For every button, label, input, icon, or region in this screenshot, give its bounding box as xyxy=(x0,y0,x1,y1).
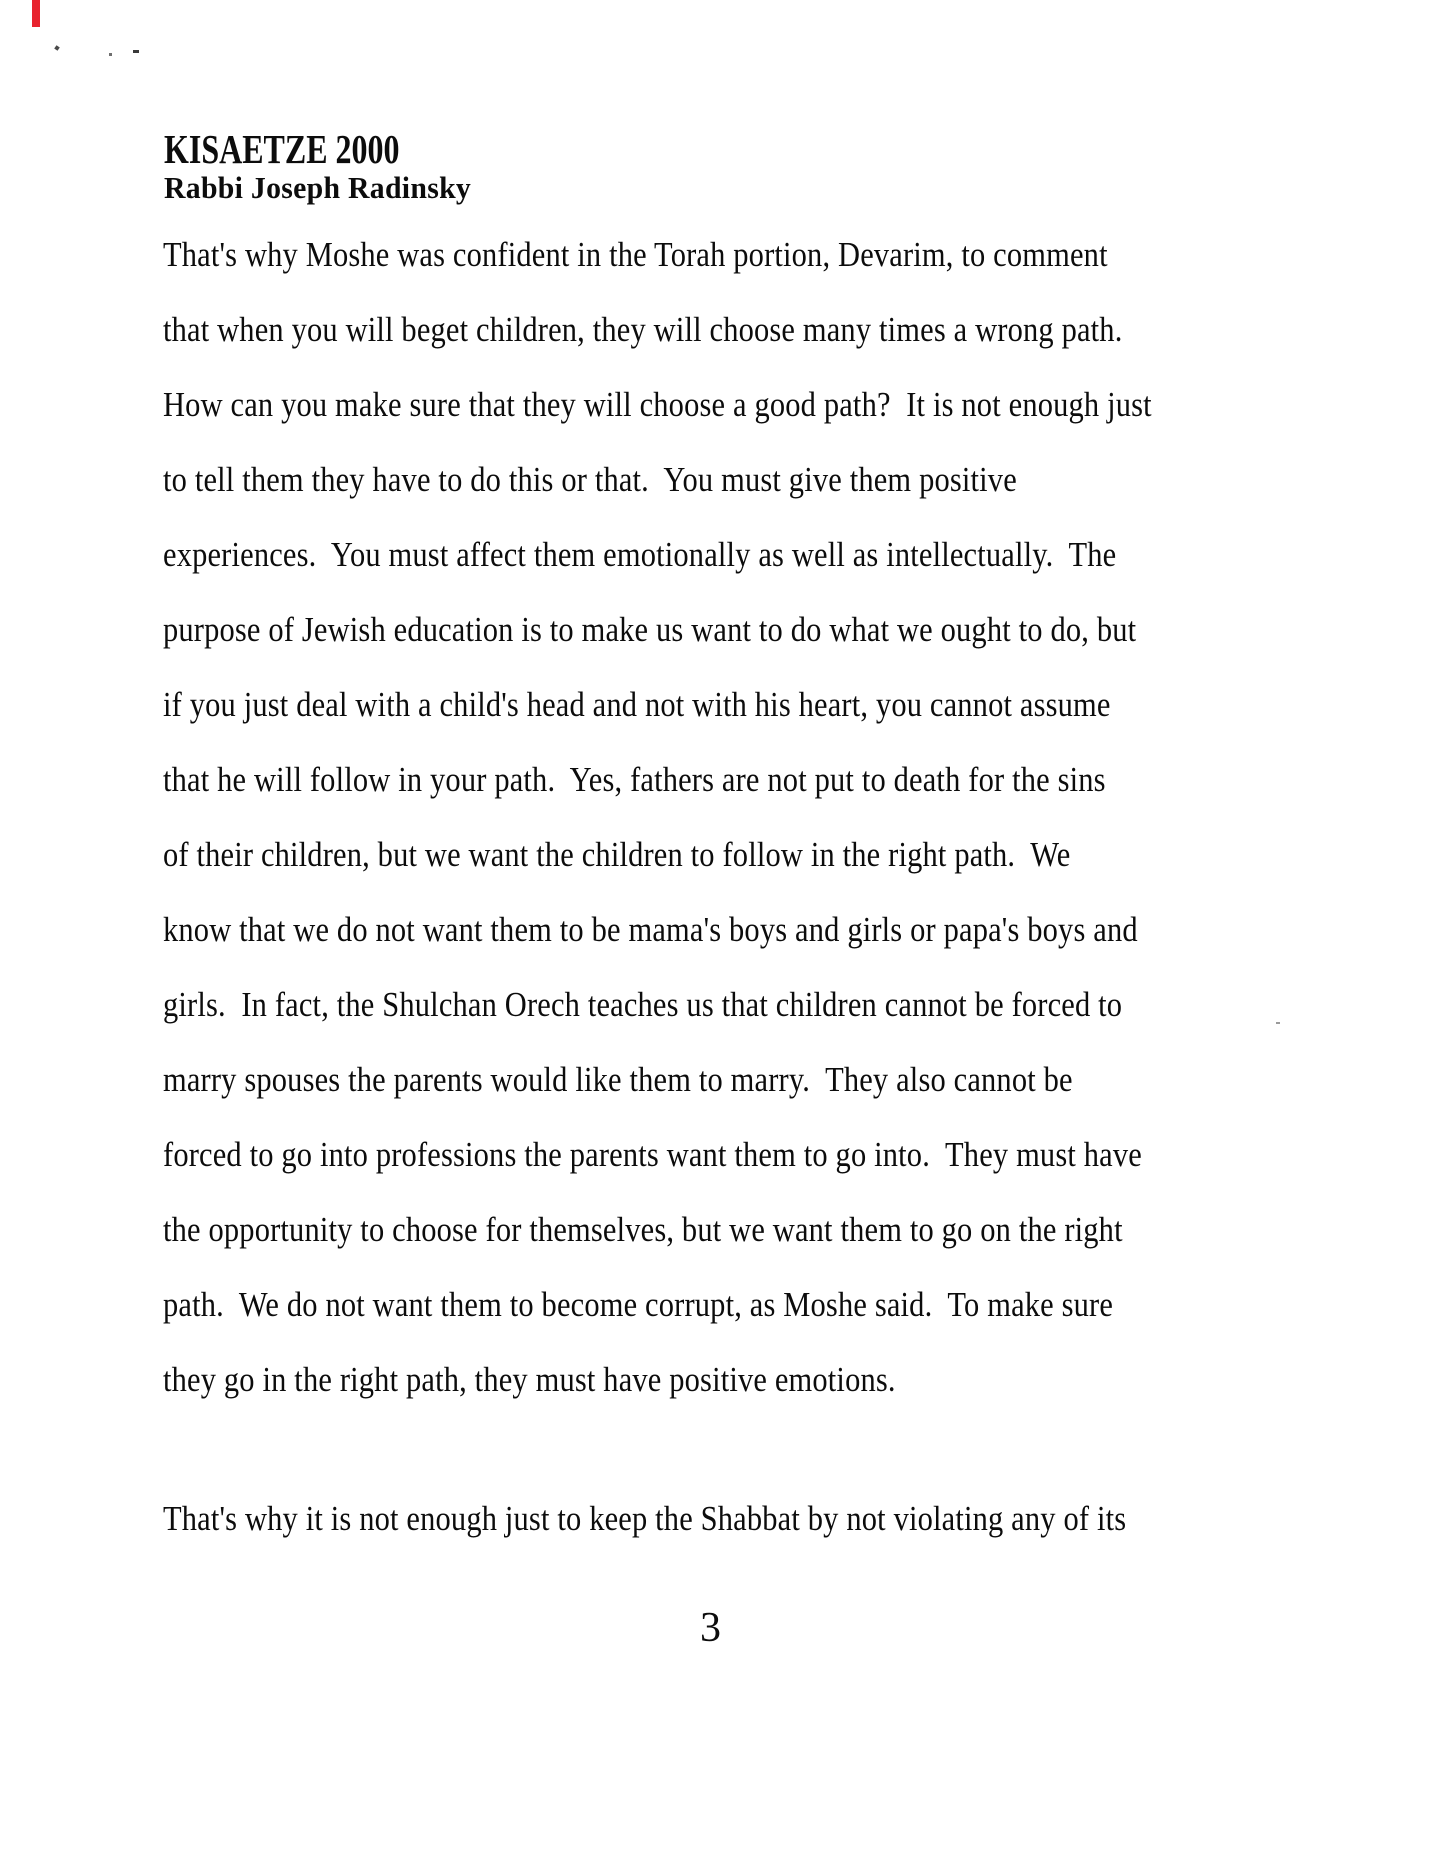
paragraph-2 xyxy=(163,1481,1126,1556)
text-line: that he will follow in your path. Yes, fathers are not put to death for the sins xyxy=(163,760,1106,799)
document-title: KISAETZE 2000 xyxy=(164,126,400,172)
text-line: if you just deal with a child's head and not with his heart, you cannot assume xyxy=(163,685,1111,724)
red-pen-mark xyxy=(32,0,40,27)
text-line: forced to go into professions the parents want them to go into. They must have xyxy=(163,1135,1142,1174)
text-line: That's why Moshe was confident in the Torah portion, Devarim, to comment xyxy=(163,235,1108,274)
scan-speck xyxy=(1276,1022,1280,1024)
page-number: 3 xyxy=(700,1605,721,1651)
text-line: to tell them they have to do this or that. You must give them positive xyxy=(163,460,1017,499)
text-line: How can you make sure that they will choose a good path? It is not enough just xyxy=(163,385,1152,424)
text-line: marry spouses the parents would like them to marry. They also cannot be xyxy=(163,1060,1073,1099)
text-line: path. We do not want them to become corrupt, as Moshe said. To make sure xyxy=(163,1285,1114,1324)
text-line: experiences. You must affect them emotionally as well as intellectually. The xyxy=(163,535,1117,574)
text-line: they go in the right path, they must have positive emotions. xyxy=(163,1360,896,1399)
text-line: that when you will beget children, they will choose many times a wrong path. xyxy=(163,310,1123,349)
scan-speck xyxy=(133,50,139,53)
document-author: Rabbi Joseph Radinsky xyxy=(164,170,472,205)
text-line: girls. In fact, the Shulchan Orech teaches us that children cannot be forced to xyxy=(163,985,1123,1024)
text-line: That's why it is not enough just to keep the Shabbat by not violating any of its xyxy=(163,1499,1127,1538)
paragraph-1 xyxy=(163,217,1152,1417)
text-line: purpose of Jewish education is to make us want to do what we ought to do, but xyxy=(163,610,1137,649)
text-line: the opportunity to choose for themselves, but we want them to go on the right xyxy=(163,1210,1123,1249)
text-line: of their children, but we want the children to follow in the right path. We xyxy=(163,835,1071,874)
text-line: know that we do not want them to be mama's boys and girls or papa's boys and xyxy=(163,910,1138,949)
scan-speck xyxy=(54,45,60,51)
scan-speck xyxy=(109,53,112,56)
